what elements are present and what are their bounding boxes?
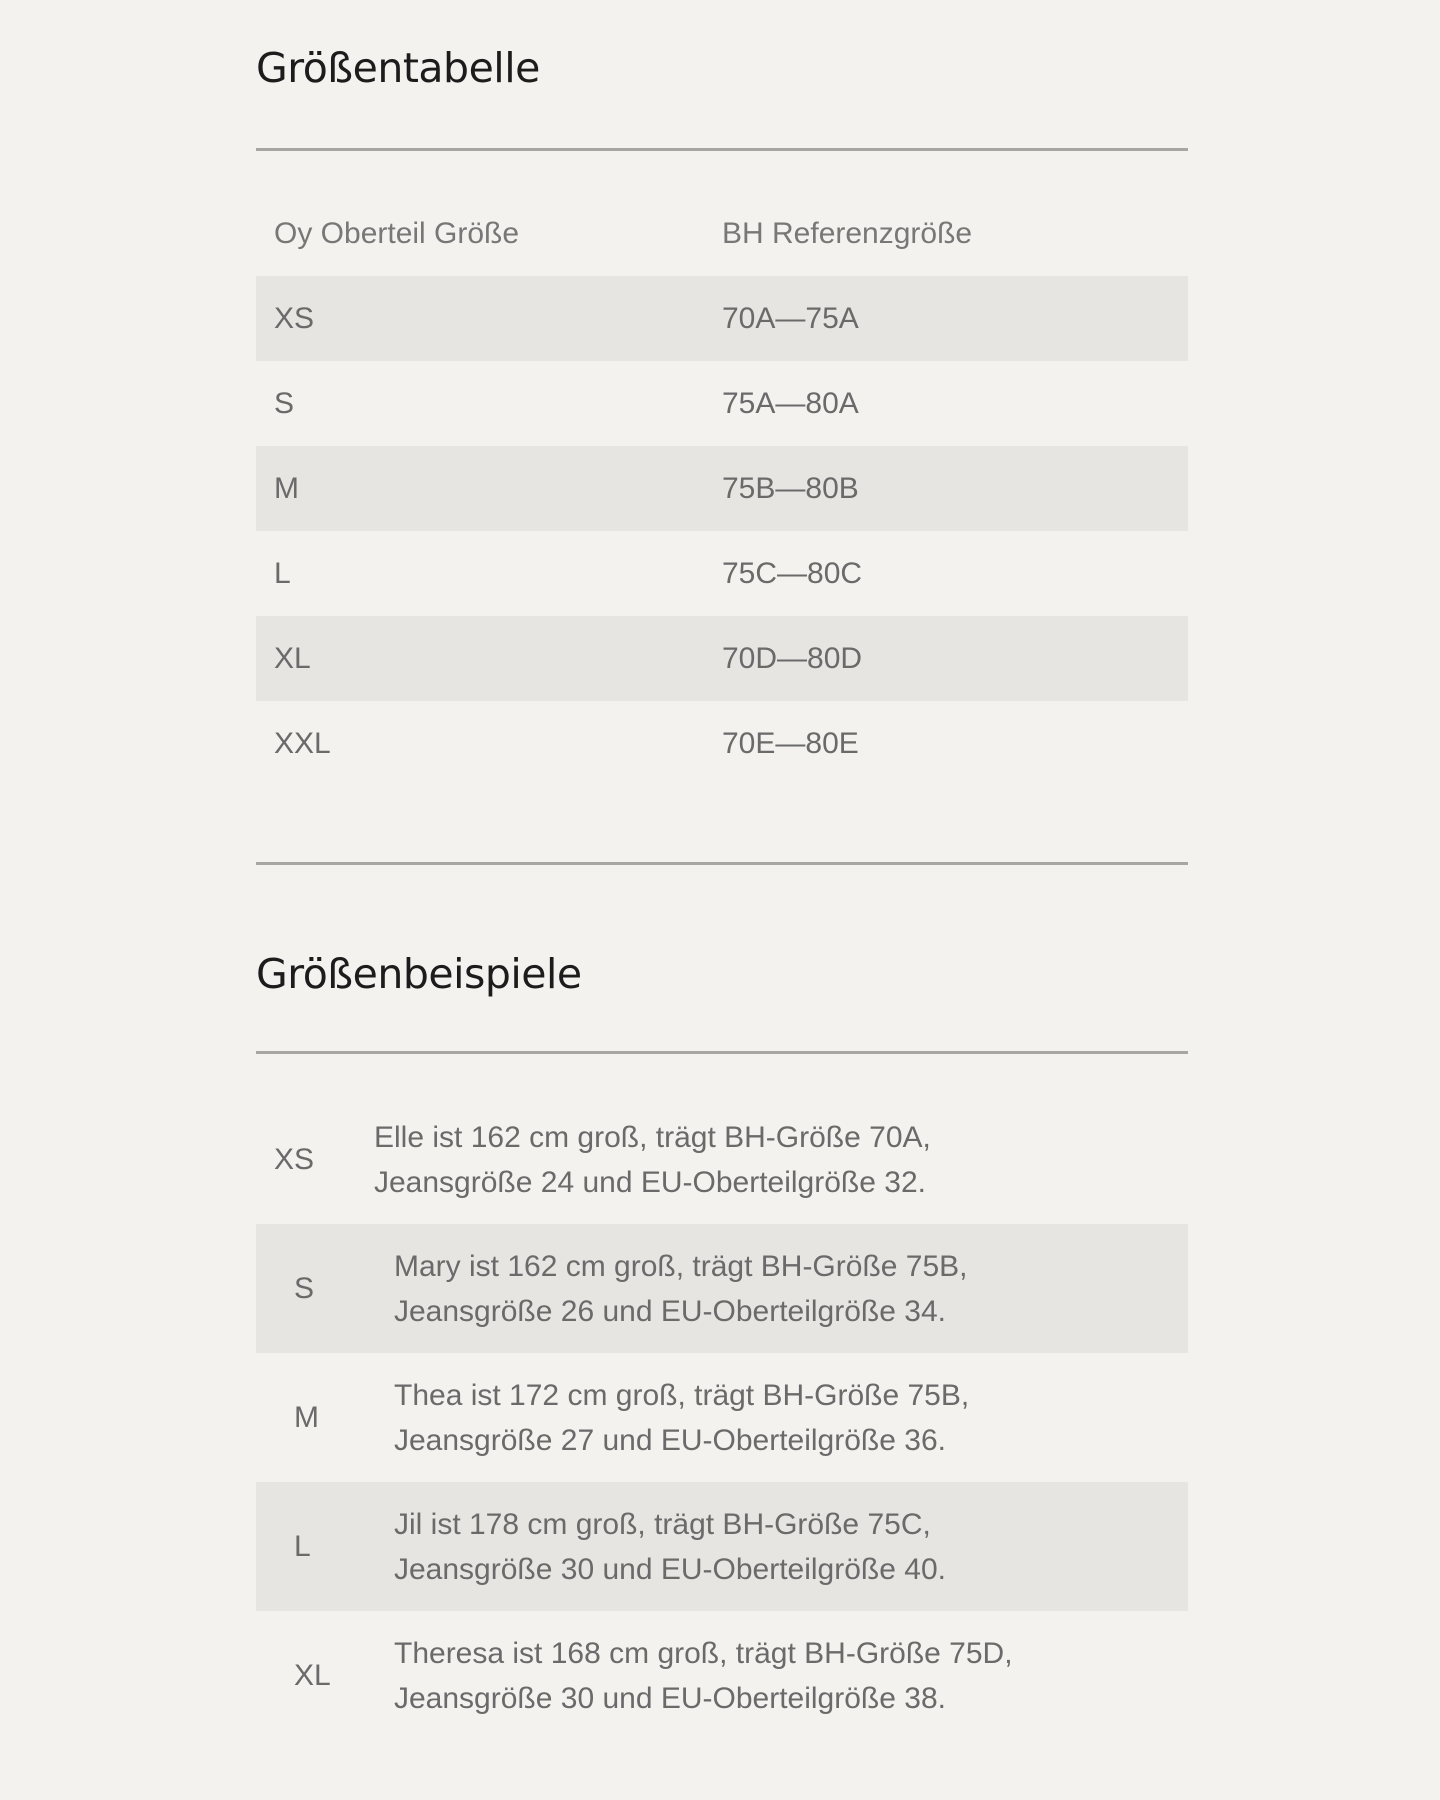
table-row — [256, 446, 1188, 531]
section-divider — [256, 862, 1188, 865]
example-line: Thea ist 172 cm groß, trägt BH-Größe 75B, — [394, 1378, 970, 1412]
list-item — [256, 1224, 1188, 1353]
example-size: S — [294, 1271, 315, 1305]
example-size: XS — [274, 1142, 315, 1176]
size-examples-list — [256, 1095, 1188, 1740]
example-size: XL — [294, 1658, 331, 1692]
size-cell: L — [274, 556, 291, 590]
size-examples-top-divider — [256, 1051, 1188, 1054]
example-line: Jeansgröße 24 und EU-Oberteilgröße 32. — [374, 1165, 926, 1199]
example-line: Mary ist 162 cm groß, trägt BH-Größe 75B, — [394, 1249, 968, 1283]
size-cell: XL — [274, 641, 311, 675]
table-row — [256, 701, 1188, 786]
example-line: Elle ist 162 cm groß, trägt BH-Größe 70A, — [374, 1120, 931, 1154]
example-description — [374, 1115, 931, 1205]
example-line: Theresa ist 168 cm groß, trägt BH-Größe 75D, — [394, 1636, 1013, 1670]
example-description — [394, 1244, 968, 1334]
size-examples-title: Größenbeispiele — [256, 950, 582, 998]
size-chart-table — [256, 191, 1188, 786]
example-description — [394, 1631, 1013, 1721]
list-item — [256, 1611, 1188, 1740]
example-line: Jeansgröße 27 und EU-Oberteilgröße 36. — [394, 1423, 946, 1457]
table-row — [256, 531, 1188, 616]
size-chart-header-row — [256, 191, 1188, 276]
bra-size-cell: 70A—75A — [722, 301, 859, 335]
table-row — [256, 361, 1188, 446]
table-row — [256, 276, 1188, 361]
example-size: L — [294, 1529, 311, 1563]
bra-size-cell: 70E—80E — [722, 726, 859, 760]
example-description — [394, 1502, 946, 1592]
size-chart-top-divider — [256, 148, 1188, 151]
example-size: M — [294, 1400, 319, 1434]
list-item — [256, 1095, 1188, 1224]
column-header-bra-size: BH Referenzgröße — [722, 216, 973, 250]
example-line: Jeansgröße 30 und EU-Oberteilgröße 40. — [394, 1552, 946, 1586]
size-cell: S — [274, 386, 295, 420]
list-item — [256, 1482, 1188, 1611]
example-line: Jeansgröße 26 und EU-Oberteilgröße 34. — [394, 1294, 946, 1328]
size-chart-title: Größentabelle — [256, 44, 540, 92]
table-row — [256, 616, 1188, 701]
bra-size-cell: 70D—80D — [722, 641, 863, 675]
example-line: Jeansgröße 30 und EU-Oberteilgröße 38. — [394, 1681, 946, 1715]
column-header-top-size: Oy Oberteil Größe — [274, 216, 520, 250]
list-item — [256, 1353, 1188, 1482]
size-cell: XS — [274, 301, 315, 335]
bra-size-cell: 75B—80B — [722, 471, 859, 505]
bra-size-cell: 75C—80C — [722, 556, 863, 590]
size-cell: M — [274, 471, 299, 505]
bra-size-cell: 75A—80A — [722, 386, 859, 420]
size-cell: XXL — [274, 726, 331, 760]
example-description — [394, 1373, 969, 1463]
example-line: Jil ist 178 cm groß, trägt BH-Größe 75C, — [394, 1507, 931, 1541]
